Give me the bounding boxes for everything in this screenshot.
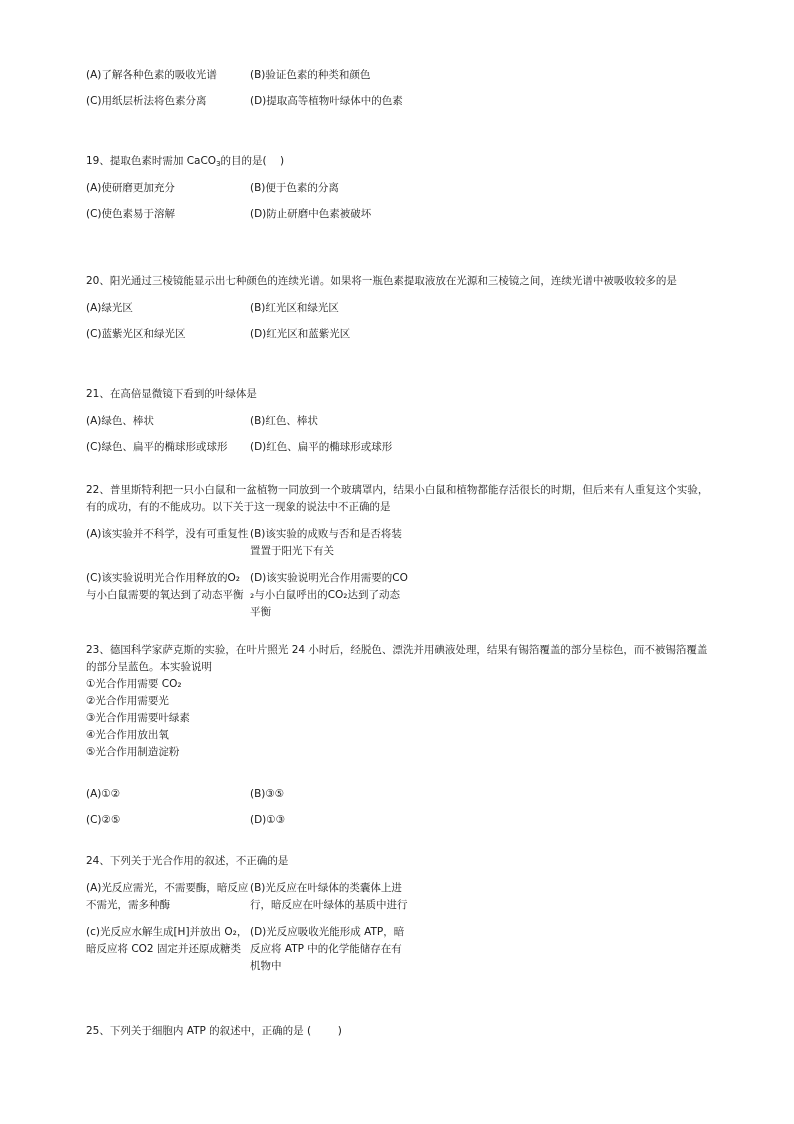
statement-1: ①光合作用需要 CO₂ bbox=[86, 678, 182, 690]
option-d[interactable]: (D)红光区和蓝紫光区 bbox=[250, 328, 351, 340]
question-19-options bbox=[86, 180, 716, 223]
question-22-stem: 22、普里斯特利把一只小白鼠和一盆植物一同放到一个玻璃罩内，结果小白鼠和植物都能存活很长的时期，但后来有人重复这个实验，有的成功，有的不能成功。以下关于这一现象的说法中不正确的是 bbox=[86, 484, 709, 513]
option-c[interactable]: (c)光反应水解生成[H]并放出 O₂，暗反应将 CO2 固定并还原成糖类 bbox=[86, 926, 248, 955]
question-20 bbox=[86, 273, 716, 343]
question-22 bbox=[86, 482, 716, 621]
question-23-options bbox=[86, 786, 716, 829]
option-c[interactable]: (C)该实验说明光合作用释放的O₂与小白鼠需要的氧达到了动态平衡 bbox=[86, 572, 244, 601]
statement-4: ④光合作用放出氧 bbox=[86, 729, 169, 741]
option-b[interactable]: (B)红光区和绿光区 bbox=[250, 302, 339, 314]
option-d[interactable]: (D)防止研磨中色素被破坏 bbox=[250, 208, 372, 220]
option-a[interactable]: (A)该实验并不科学，没有可重复性 bbox=[86, 528, 249, 540]
question-18 bbox=[86, 67, 410, 110]
question-21-stem: 21、在高倍显微镜下看到的叶绿体是 bbox=[86, 388, 257, 400]
option-d[interactable]: (D)提取高等植物叶绿体中的色素 bbox=[250, 95, 403, 107]
option-b[interactable]: (B)③⑤ bbox=[250, 788, 285, 800]
question-23-stem: 23、德国科学家萨克斯的实验，在叶片照光 24 小时后，经脱色、漂洗并用碘液处理，结果有锡箔覆盖的部分呈棕色，而不被锡箔覆盖的部分呈蓝色。本实验说明 bbox=[86, 644, 708, 673]
question-25 bbox=[86, 1023, 716, 1040]
question-19 bbox=[86, 153, 716, 223]
option-d[interactable]: (D)该实验说明光合作用需要的CO₂与小白鼠呼出的CO₂达到了动态平衡 bbox=[250, 572, 408, 618]
question-21-options bbox=[86, 413, 716, 456]
option-a[interactable]: (A)了解各种色素的吸收光谱 bbox=[86, 69, 217, 81]
option-a[interactable]: (A)光反应需光，不需要酶，暗反应不需光，需多种酶 bbox=[86, 882, 249, 911]
question-23 bbox=[86, 642, 716, 829]
question-19-stem: 19、提取色素时需加 CaCO$_3$的目的是( ) bbox=[86, 155, 285, 168]
question-24-options bbox=[86, 880, 716, 975]
option-b[interactable]: (B)该实验的成败与否和是否将装置置于阳光下有关 bbox=[250, 528, 402, 557]
question-20-options bbox=[86, 300, 716, 343]
option-b[interactable]: (B)光反应在叶绿体的类囊体上进行，暗反应在叶绿体的基质中进行 bbox=[250, 882, 408, 911]
statement-2: ②光合作用需要光 bbox=[86, 695, 169, 707]
question-18-options bbox=[86, 67, 410, 110]
option-c[interactable]: (C)用纸层析法将色素分离 bbox=[86, 95, 207, 107]
option-b[interactable]: (B)便于色素的分离 bbox=[250, 182, 339, 194]
option-a[interactable]: (A)绿色、棒状 bbox=[86, 415, 154, 427]
question-24 bbox=[86, 853, 716, 975]
option-a[interactable]: (A)绿光区 bbox=[86, 302, 133, 314]
option-d[interactable]: (D)红色、扁平的椭球形或球形 bbox=[250, 441, 393, 453]
question-23-statements bbox=[86, 676, 716, 761]
option-c[interactable]: (C)绿色、扁平的椭球形或球形 bbox=[86, 441, 228, 453]
option-a[interactable]: (A)①② bbox=[86, 788, 121, 800]
option-c[interactable]: (C)使色素易于溶解 bbox=[86, 208, 176, 220]
option-c[interactable]: (C)②⑤ bbox=[86, 814, 121, 826]
statement-5: ⑤光合作用制造淀粉 bbox=[86, 746, 180, 758]
option-b[interactable]: (B)红色、棒状 bbox=[250, 415, 318, 427]
question-22-options bbox=[86, 526, 716, 621]
question-24-stem: 24、下列关于光合作用的叙述，不正确的是 bbox=[86, 855, 289, 867]
option-b[interactable]: (B)验证色素的种类和颜色 bbox=[250, 69, 371, 81]
statement-3: ③光合作用需要叶绿素 bbox=[86, 712, 190, 724]
option-d[interactable]: (D)①③ bbox=[250, 814, 286, 826]
question-25-stem: 25、下列关于细胞内 ATP 的叙述中，正确的是 ( ) bbox=[86, 1025, 342, 1037]
option-d[interactable]: (D)光反应吸收光能形成 ATP，暗反应将 ATP 中的化学能储存在有机物中 bbox=[250, 926, 405, 972]
question-21 bbox=[86, 386, 716, 456]
option-a[interactable]: (A)使研磨更加充分 bbox=[86, 182, 175, 194]
question-20-stem: 20、阳光通过三棱镜能显示出七种颜色的连续光谱。如果将一瓶色素提取液放在光源和三棱镜之间，连续光谱中被吸收较多的是 bbox=[86, 275, 677, 287]
option-c[interactable]: (C)蓝紫光区和绿光区 bbox=[86, 328, 186, 340]
